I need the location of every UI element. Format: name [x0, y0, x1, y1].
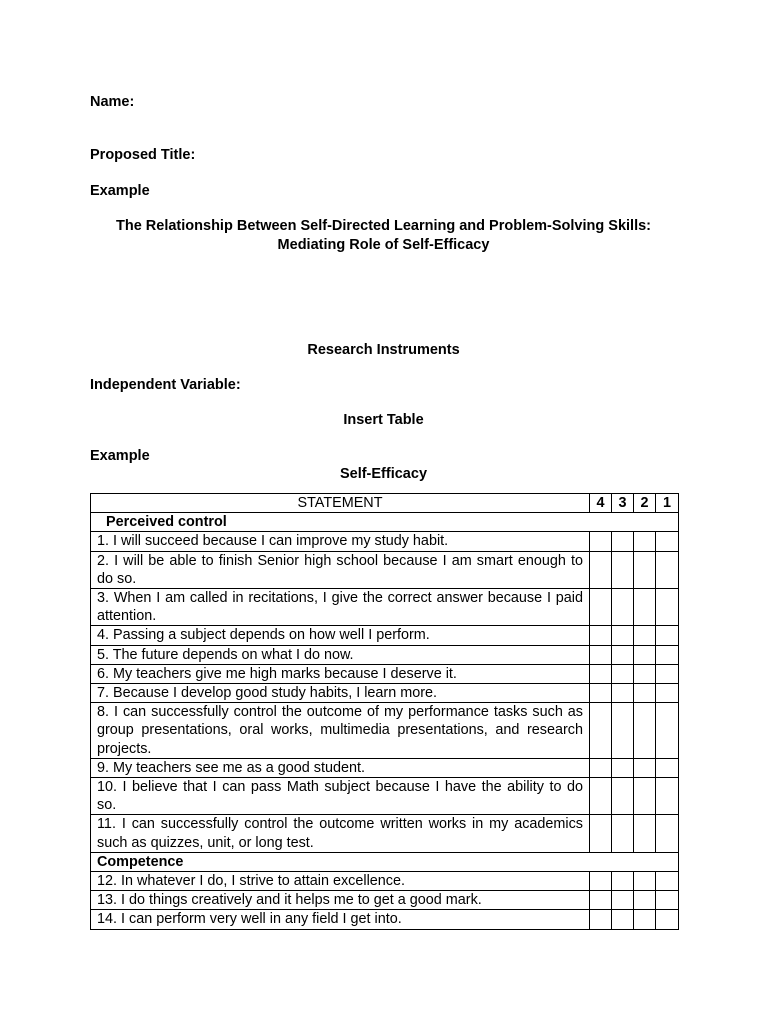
table-row [91, 703, 679, 759]
table-row [91, 664, 679, 683]
rating-cell-4[interactable] [590, 626, 612, 645]
rating-cell-3[interactable] [612, 532, 634, 551]
rating-cell-3[interactable] [612, 664, 634, 683]
example-label-2: Example [90, 448, 150, 464]
table-row [91, 778, 679, 815]
table-row [91, 589, 679, 626]
rating-cell-2[interactable] [634, 684, 656, 703]
rating-cell-4[interactable] [590, 589, 612, 626]
rating-cell-1[interactable] [656, 778, 679, 815]
rating-cell-1[interactable] [656, 891, 679, 910]
rating-cell-4[interactable] [590, 645, 612, 664]
rating-cell-4[interactable] [590, 684, 612, 703]
study-title-line-2: Mediating Role of Self-Efficacy [277, 236, 490, 253]
rating-cell-3[interactable] [612, 684, 634, 703]
table-row [91, 872, 679, 891]
statement-cell: 10. I believe that I can pass Math subject because I have the ability to do so. [91, 778, 590, 815]
rating-cell-2[interactable] [634, 532, 656, 551]
rating-cell-2[interactable] [634, 645, 656, 664]
rating-cell-3[interactable] [612, 891, 634, 910]
rating-cell-2[interactable] [634, 703, 656, 759]
rating-cell-4[interactable] [590, 910, 612, 929]
insert-table-note: Insert Table [343, 412, 424, 428]
rating-cell-4[interactable] [590, 778, 612, 815]
rating-cell-4[interactable] [590, 872, 612, 891]
rating-cell-3[interactable] [612, 589, 634, 626]
statement-cell: 3. When I am called in recitations, I give the correct answer because I paid attention. [91, 589, 590, 626]
statement-header: STATEMENT [91, 494, 590, 513]
rating-cell-3[interactable] [612, 645, 634, 664]
rating-cell-1[interactable] [656, 664, 679, 683]
table-row [91, 626, 679, 645]
statement-cell: 4. Passing a subject depends on how well I perform. [91, 626, 590, 645]
scale-header-2: 2 [634, 494, 656, 513]
study-title [90, 217, 677, 254]
statement-cell: 13. I do things creatively and it helps me to get a good mark. [91, 891, 590, 910]
statement-cell: 9. My teachers see me as a good student. [91, 758, 590, 777]
table-header-row [91, 494, 679, 513]
table-row [91, 551, 679, 588]
section-title: Competence [91, 852, 679, 871]
rating-cell-1[interactable] [656, 551, 679, 588]
rating-cell-2[interactable] [634, 872, 656, 891]
rating-cell-3[interactable] [612, 778, 634, 815]
table-row [91, 891, 679, 910]
rating-cell-1[interactable] [656, 815, 679, 852]
section-row [91, 852, 679, 871]
statement-cell: 7. Because I develop good study habits, I learn more. [91, 684, 590, 703]
rating-cell-4[interactable] [590, 532, 612, 551]
independent-variable-label: Independent Variable: [90, 377, 241, 393]
rating-cell-2[interactable] [634, 551, 656, 588]
table-caption: Self-Efficacy [339, 466, 428, 482]
table-row [91, 532, 679, 551]
rating-cell-1[interactable] [656, 626, 679, 645]
rating-cell-4[interactable] [590, 664, 612, 683]
rating-cell-4[interactable] [590, 551, 612, 588]
rating-cell-2[interactable] [634, 589, 656, 626]
section-title: Perceived control [91, 513, 679, 532]
rating-cell-1[interactable] [656, 758, 679, 777]
statement-cell: 5. The future depends on what I do now. [91, 645, 590, 664]
statement-cell: 6. My teachers give me high marks because I deserve it. [91, 664, 590, 683]
study-title-line-1: The Relationship Between Self-Directed Learning and Problem-Solving Skills: [116, 218, 651, 234]
rating-cell-2[interactable] [634, 664, 656, 683]
rating-cell-4[interactable] [590, 758, 612, 777]
rating-cell-3[interactable] [612, 910, 634, 929]
rating-cell-3[interactable] [612, 815, 634, 852]
rating-cell-4[interactable] [590, 891, 612, 910]
statement-cell: 8. I can successfully control the outcome of my performance tasks such as group presentations, oral works, multimedia presentations, and research projects. [91, 703, 590, 759]
scale-header-3: 3 [612, 494, 634, 513]
rating-cell-2[interactable] [634, 778, 656, 815]
statement-cell: 14. I can perform very well in any field I get into. [91, 910, 590, 929]
rating-cell-1[interactable] [656, 645, 679, 664]
statement-cell: 1. I will succeed because I can improve my study habit. [91, 532, 590, 551]
table-row [91, 684, 679, 703]
rating-cell-1[interactable] [656, 910, 679, 929]
scale-header-4: 4 [590, 494, 612, 513]
rating-cell-2[interactable] [634, 626, 656, 645]
section-row [91, 513, 679, 532]
rating-cell-1[interactable] [656, 703, 679, 759]
name-label: Name: [90, 94, 135, 110]
table-row [91, 910, 679, 929]
rating-cell-3[interactable] [612, 758, 634, 777]
rating-cell-4[interactable] [590, 815, 612, 852]
statement-cell: 2. I will be able to finish Senior high school because I am smart enough to do so. [91, 551, 590, 588]
rating-cell-4[interactable] [590, 703, 612, 759]
rating-cell-3[interactable] [612, 551, 634, 588]
rating-cell-2[interactable] [634, 891, 656, 910]
rating-cell-2[interactable] [634, 758, 656, 777]
rating-cell-1[interactable] [656, 872, 679, 891]
rating-cell-1[interactable] [656, 589, 679, 626]
scale-header-1: 1 [656, 494, 679, 513]
rating-cell-1[interactable] [656, 532, 679, 551]
proposed-title-label: Proposed Title: [90, 147, 196, 163]
example-label: Example [90, 183, 150, 199]
rating-cell-3[interactable] [612, 703, 634, 759]
rating-cell-3[interactable] [612, 626, 634, 645]
section-heading: Research Instruments [307, 342, 460, 358]
table-row [91, 758, 679, 777]
table-row [91, 645, 679, 664]
rating-cell-2[interactable] [634, 815, 656, 852]
table-row [91, 815, 679, 852]
statement-cell: 11. I can successfully control the outcome written works in my academics such as quizzes, unit, or long test. [91, 815, 590, 852]
statement-cell: 12. In whatever I do, I strive to attain excellence. [91, 872, 590, 891]
rating-cell-2[interactable] [634, 910, 656, 929]
rating-cell-3[interactable] [612, 872, 634, 891]
self-efficacy-table [90, 493, 679, 930]
rating-cell-1[interactable] [656, 684, 679, 703]
